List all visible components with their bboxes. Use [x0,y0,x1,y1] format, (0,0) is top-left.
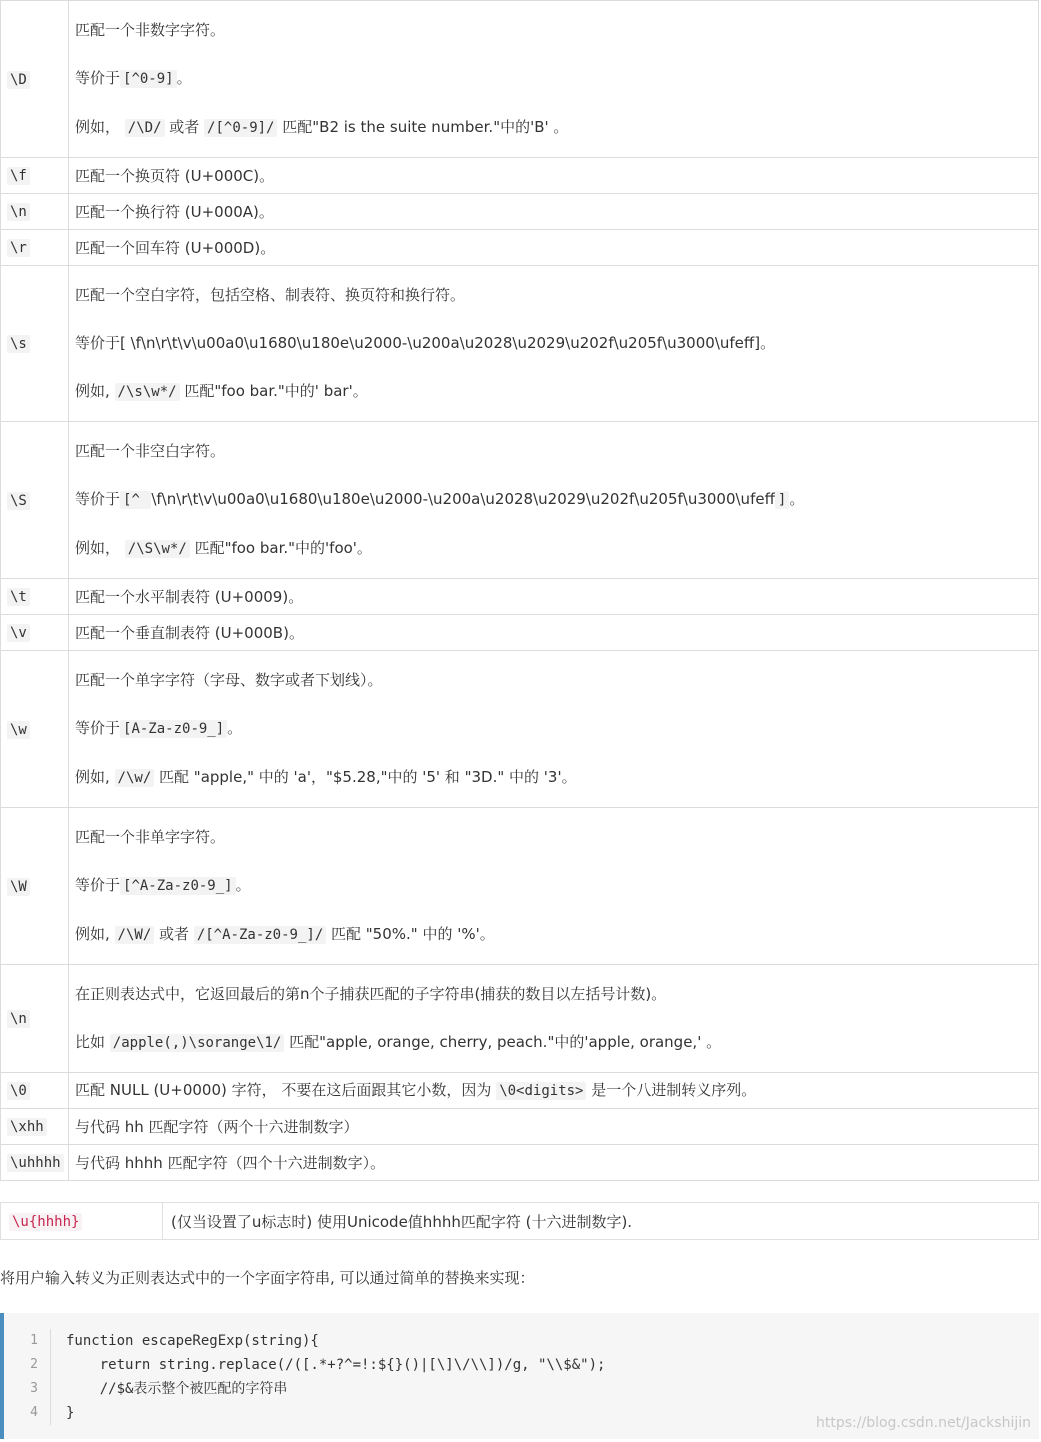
escape-description [69,615,1039,651]
code-lines [66,1329,605,1425]
description-line [75,717,1032,740]
description-text: 匹配"foo bar."中的'foo'。 [189,539,372,557]
description-text: 匹配一个水平制表符 (U+0009)。 [75,587,304,606]
inline-code: /\D/ [125,119,165,137]
escape-code-cell [1,422,69,579]
code-line: //$&表示整个被匹配的字符串 [66,1381,288,1397]
code-line: return string.replace(/([.*+?^=!:${}()|[\]\/\\])/g, "\\$&"); [66,1357,606,1373]
escape-code-cell [1,158,69,194]
escape-paragraph: 将用户输入转义为正则表达式中的一个字面字符串, 可以通过简单的替换来实现： [0,1269,535,1287]
code-block [0,1313,1039,1439]
description-line [75,826,1032,848]
escape-code: \w [7,721,30,739]
table-row [1,1073,1039,1109]
escape-description [69,422,1039,579]
description-text: 在正则表达式中，它返回最后的第n个子捕获匹配的子字符串(捕获的数目以左括号计数)。 [75,985,667,1003]
table-row [1,194,1039,230]
description-text: 或者 [164,118,205,136]
escape-description [69,158,1039,194]
description-line [75,165,1032,187]
table-row [1,1,1039,158]
escape-code: \S [7,492,30,510]
description-text: 例如, [75,925,115,943]
description-text: 例如， [75,539,125,557]
description-line [75,284,1032,306]
escape-code: \D [7,71,30,89]
escape-code: \f [7,167,30,185]
table-row [1,230,1039,266]
table-row [1,1203,1039,1240]
escape-code: \v [7,624,30,642]
escape-code-cell [1,1,69,158]
code-line: } [66,1405,75,1421]
table-row [1,808,1039,965]
escape-code-cell [1,615,69,651]
inline-code: /apple(,)\sorange\1/ [110,1034,285,1052]
description-line [75,332,1032,354]
escape-description [69,1073,1039,1109]
description-text: 匹配 "apple," 中的 'a'，"$5.28,"中的 '5' 和 "3D." 中的 '3'。 [154,768,577,786]
escape-description [69,1145,1039,1181]
description-text: 匹配一个垂直制表符 (U+000B)。 [75,623,304,642]
table-row [1,651,1039,808]
table-row [1,158,1039,194]
description-text: 例如， [75,118,125,136]
description-text: 比如 [75,1033,110,1051]
escape-code-cell [1,965,69,1073]
description-line [75,19,1032,41]
inline-code: /\S\w*/ [125,540,190,558]
description-text: 例如, [75,382,115,400]
escape-description [69,579,1039,615]
line-number: 4 [30,1405,38,1420]
inline-code: [^0-9] [120,70,177,88]
escape-description [69,808,1039,965]
description-line [75,116,1032,139]
description-text: 。 [789,490,805,508]
escape-description [69,194,1039,230]
escape-code-cell [1,266,69,422]
description-text: 。 [227,719,243,737]
escape-description [69,266,1039,422]
description-text: 匹配 NULL (U+0000) 字符， 不要在这后面跟其它小数，因为 [75,1081,497,1099]
escape-code: \uhhhh [7,1154,64,1172]
escape-code-cell [1,808,69,965]
description-line [75,923,1032,946]
description-text: 匹配一个非空白字符。 [75,442,226,460]
inline-code: /\s\w*/ [115,383,180,401]
description-line [75,1031,1032,1054]
escape-description [69,965,1039,1073]
description-line [75,537,1032,560]
description-text: 匹配一个单字字符（字母、数字或者下划线）。 [75,671,383,689]
table-row [1,1109,1039,1145]
description-line [75,622,1032,644]
description-text: 是一个八进制转义序列。 [586,1081,757,1099]
description-text: 等价于 [75,69,121,87]
inline-code: [A-Za-z0-9_] [120,720,227,738]
escape-code: \u{hhhh} [9,1213,82,1231]
table-row [1,579,1039,615]
table-row [1,422,1039,579]
line-number-gutter [18,1329,51,1425]
escape-description [69,651,1039,808]
escape-code-cell [1,230,69,266]
watermark: https://blog.csdn.net/Jackshijin [816,1415,1031,1431]
description-text: 匹配一个回车符 (U+000D)。 [75,238,276,257]
description-text: 。 [235,876,251,894]
inline-code: \0<digits> [496,1082,586,1100]
escape-code: \W [7,878,30,896]
description-text: 匹配一个非单字字符。 [75,828,226,846]
inline-code: /\W/ [115,926,155,944]
escape-code: \t [7,588,30,606]
table-row [1,615,1039,651]
escape-code-cell [1,194,69,230]
escape-description [69,1109,1039,1145]
description-text: 例如, [75,768,115,786]
description-line [75,874,1032,897]
escape-code: \s [7,335,30,353]
description-line [75,201,1032,223]
description-line [75,440,1032,462]
description-text: 与代码 hh 匹配字符（两个十六进制数字） [75,1117,359,1136]
description-line [75,237,1032,259]
description-line [75,586,1032,608]
line-number: 3 [30,1381,38,1396]
escape-description: (仅当设置了u标志时) 使用Unicode值hhhh匹配字符 (十六进制数字). [163,1203,1039,1240]
description-line [75,67,1032,90]
escape-code: \n [7,203,30,221]
inline-code: /\w/ [115,769,155,787]
description-text: 等价于[ \f\n\r\t\v\u00a0\u1680\u180e\u2000-\u200a\u2028\u2029\u202f\u205f\u3000\ufeff]。 [75,334,776,352]
escape-code-cell [1,579,69,615]
description-text: 匹配"foo bar."中的' bar'。 [179,382,368,400]
description-text: 匹配一个非数字字符。 [75,21,226,39]
description-text: 匹配一个换行符 (U+000A)。 [75,202,274,221]
inline-code: /[^A-Za-z0-9_]/ [194,926,326,944]
description-text: 匹配 "50%." 中的 '%'。 [326,925,495,943]
line-number: 2 [30,1357,38,1372]
description-text: 匹配一个换页符 (U+000C)。 [75,166,275,185]
table-row [1,965,1039,1073]
unicode-escape-table [0,1202,1039,1240]
description-text: 等价于 [75,876,121,894]
description-line [75,1116,1032,1138]
description-line [75,669,1032,691]
description-text: 。 [176,69,192,87]
table-row [1,266,1039,422]
line-number: 1 [30,1333,38,1348]
description-text: 或者 [154,925,194,943]
description-line [75,488,1032,511]
description-line [75,766,1032,789]
description-line [75,1079,1032,1102]
description-line [75,380,1032,403]
escape-code-cell [1,1073,69,1109]
inline-code: [^ [120,491,151,509]
description-text: 匹配"apple, orange, cherry, peach."中的'apple, orange,' 。 [284,1033,722,1051]
escape-code: \n [7,1010,30,1028]
escape-description [69,1,1039,158]
description-text: 匹配"B2 is the suite number."中的'B' 。 [277,118,569,136]
escape-code-cell [1,651,69,808]
description-text: 与代码 hhhh 匹配字符（四个十六进制数字）。 [75,1153,386,1172]
inline-code: /[^0-9]/ [204,119,277,137]
description-line [75,983,1032,1005]
escape-code: \0 [7,1082,30,1100]
escape-code-cell [1,1145,69,1181]
inline-code: ] [775,491,789,509]
description-text: 匹配一个空白字符，包括空格、制表符、换页符和换行符。 [75,286,466,304]
escape-code-cell [1,1109,69,1145]
escape-code: \xhh [7,1118,47,1136]
table-row [1,1145,1039,1181]
escape-description [69,230,1039,266]
escape-code: \r [7,239,30,257]
description-text: 等价于 [75,490,121,508]
description-text: \f\n\r\t\v\u00a0\u1680\u180e\u2000-\u200a\u2028\u2029\u202f\u205f\u3000\ufeff [151,490,775,508]
description-text: 等价于 [75,719,121,737]
escape-code-cell [1,1203,163,1240]
inline-code: [^A-Za-z0-9_] [120,877,236,895]
description-line [75,1152,1032,1174]
code-line: function escapeRegExp(string){ [66,1333,319,1349]
